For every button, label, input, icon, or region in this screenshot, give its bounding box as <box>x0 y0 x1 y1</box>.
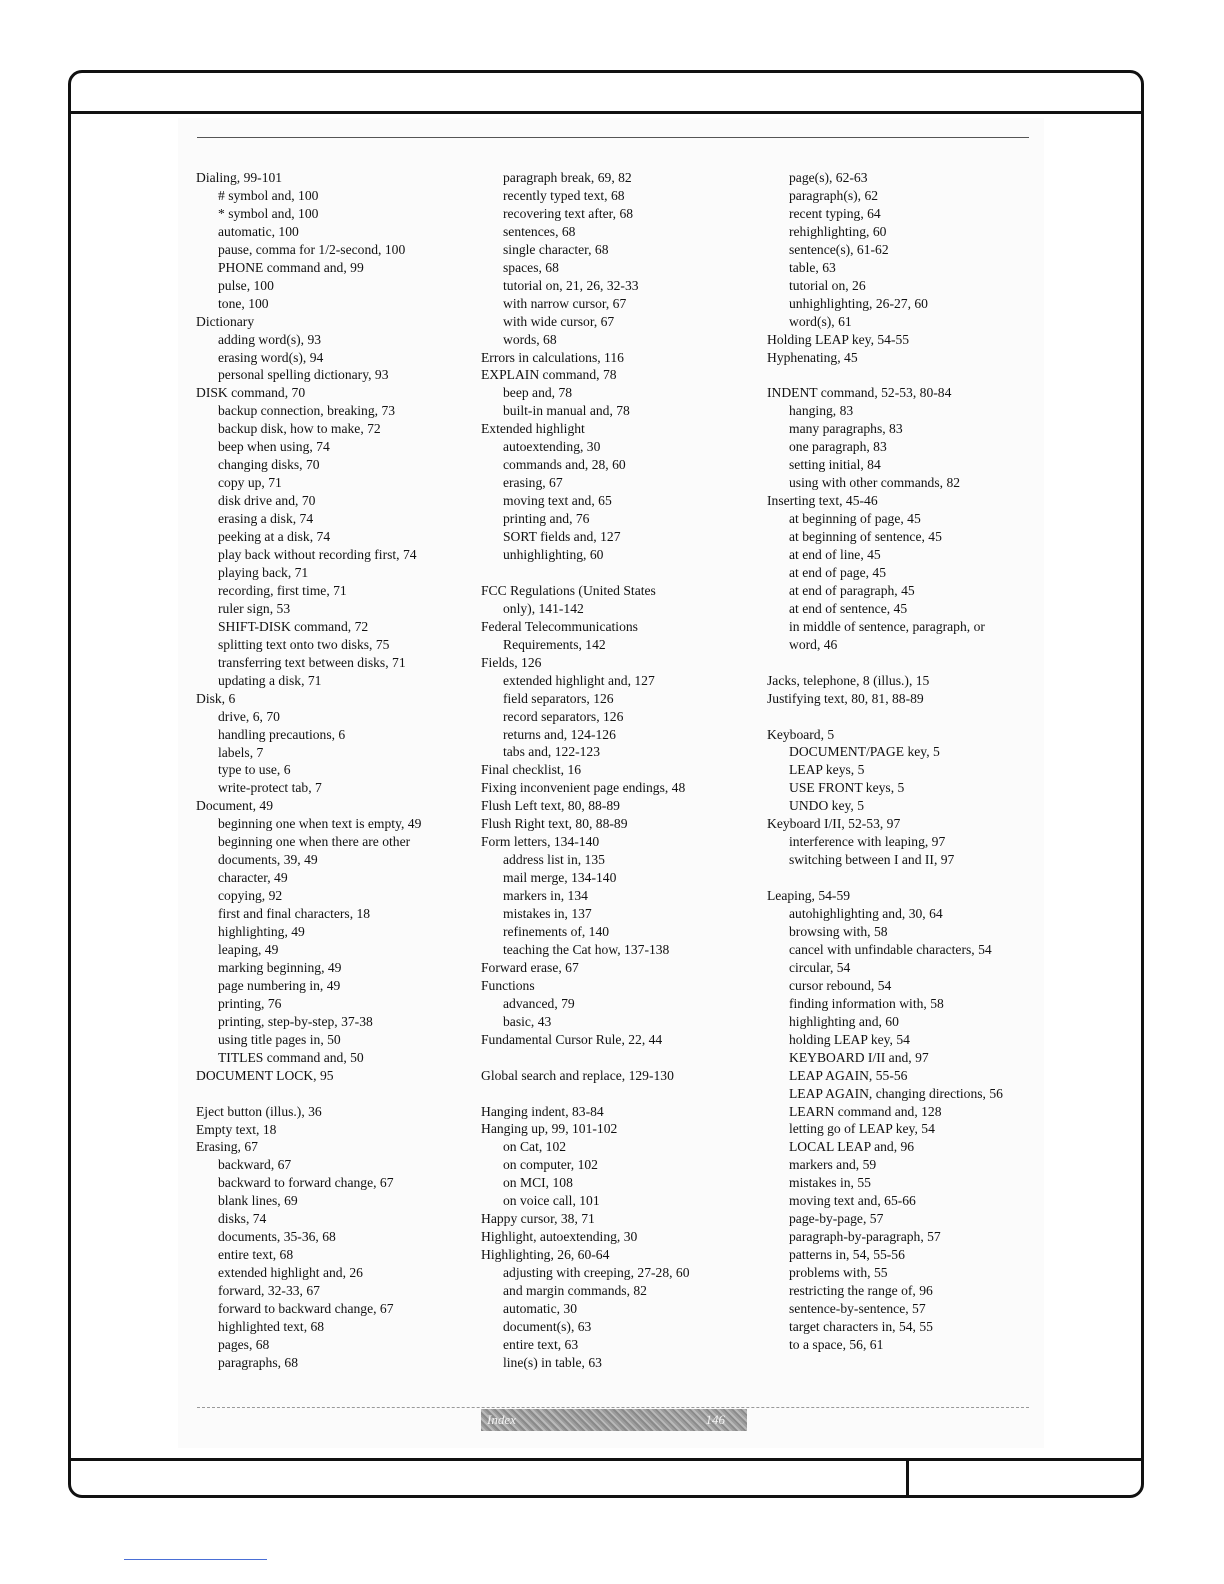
index-spacer <box>481 564 751 582</box>
index-subentry: forward to backward change, 67 <box>218 1301 394 1317</box>
footer-tab <box>481 1409 747 1431</box>
index-subentry: single character, 68 <box>503 241 609 257</box>
index-subentry: KEYBOARD I/II and, 97 <box>789 1049 929 1065</box>
index-subentry: disk drive and, 70 <box>218 493 316 509</box>
index-subentry: at end of paragraph, 45 <box>789 582 915 598</box>
index-spacer <box>767 654 1037 672</box>
index-subentry: tabs and, 122-123 <box>503 744 601 760</box>
index-subentry: finding information with, 58 <box>789 995 944 1011</box>
index-subentry: tutorial on, 26 <box>789 277 866 293</box>
index-subentry: backward to forward change, 67 <box>218 1175 394 1191</box>
index-subentry: updating a disk, 71 <box>218 672 322 688</box>
index-spacer <box>767 869 1037 887</box>
index-subentry: copying, 92 <box>218 888 283 904</box>
index-subentry: adding word(s), 93 <box>218 331 322 347</box>
index-entry: INDENT command, 52-53, 80-84 <box>767 385 952 401</box>
index-subentry: address list in, 135 <box>503 852 605 868</box>
index-subentry: transferring text between disks, 71 <box>218 654 406 670</box>
index-subentry: rehighlighting, 60 <box>789 223 887 239</box>
index-subentry: teaching the Cat how, 137-138 <box>503 941 670 957</box>
index-subentry: playing back, 71 <box>218 564 309 580</box>
index-subentry: page numbering in, 49 <box>218 977 341 993</box>
index-subentry: refinements of, 140 <box>503 924 610 940</box>
page-bottom-rule <box>197 1407 1029 1408</box>
index-subentry: letting go of LEAP key, 54 <box>789 1121 935 1137</box>
index-subentry: returns and, 124-126 <box>503 726 616 742</box>
index-subentry: drive, 6, 70 <box>218 708 280 724</box>
index-subentry: at end of page, 45 <box>789 564 887 580</box>
index-subentry: entire text, 63 <box>503 1336 579 1352</box>
index-subentry: problems with, 55 <box>789 1265 888 1281</box>
index-subentry: TITLES command and, 50 <box>218 1049 364 1065</box>
index-subentry: disks, 74 <box>218 1211 267 1227</box>
index-subentry: on voice call, 101 <box>503 1193 600 1209</box>
index-subentry: forward, 32-33, 67 <box>218 1283 320 1299</box>
index-subentry: # symbol and, 100 <box>218 187 319 203</box>
index-entry: Keyboard I/II, 52-53, 97 <box>767 816 901 832</box>
index-entry: Extended highlight <box>481 421 585 437</box>
index-subentry: spaces, 68 <box>503 259 559 275</box>
index-subentry: LEAP AGAIN, changing directions, 56 <box>789 1085 1003 1101</box>
index-entry: Final checklist, 16 <box>481 762 582 778</box>
index-subentry: automatic, 100 <box>218 223 299 239</box>
index-subentry: type to use, 6 <box>218 762 291 778</box>
index-entry: Happy cursor, 38, 71 <box>481 1211 595 1227</box>
index-subentry: pause, comma for 1/2-second, 100 <box>218 241 406 257</box>
index-subentry: SHIFT-DISK command, 72 <box>218 618 369 634</box>
index-subentry: highlighting and, 60 <box>789 1013 899 1029</box>
index-subentry: recovering text after, 68 <box>503 205 634 221</box>
index-subentry: printing, 76 <box>218 995 282 1011</box>
index-subentry: on computer, 102 <box>503 1157 598 1173</box>
index-entry: EXPLAIN command, 78 <box>481 367 617 383</box>
index-subentry: backup connection, breaking, 73 <box>218 403 396 419</box>
index-subentry: documents, 39, 49 <box>218 852 318 868</box>
index-subentry: marking beginning, 49 <box>218 959 342 975</box>
index-subentry: pages, 68 <box>218 1336 270 1352</box>
index-subentry: many paragraphs, 83 <box>789 421 903 437</box>
index-subentry: using title pages in, 50 <box>218 1031 341 1047</box>
index-subentry: cursor rebound, 54 <box>789 977 892 993</box>
index-subentry: markers and, 59 <box>789 1157 877 1173</box>
index-subentry: using with other commands, 82 <box>789 475 961 491</box>
index-spacer <box>196 1085 466 1103</box>
index-subentry: highlighted text, 68 <box>218 1318 325 1334</box>
index-subentry: SORT fields and, 127 <box>503 529 621 545</box>
index-entry: Fundamental Cursor Rule, 22, 44 <box>481 1031 663 1047</box>
index-subentry: adjusting with creeping, 27-28, 60 <box>503 1265 690 1281</box>
index-subentry: holding LEAP key, 54 <box>789 1031 910 1047</box>
index-subentry: peeking at a disk, 74 <box>218 529 331 545</box>
frame-header-rule <box>71 111 1141 114</box>
index-subentry: and margin commands, 82 <box>503 1283 647 1299</box>
index-subentry: autoextending, 30 <box>503 439 601 455</box>
index-subentry: mail merge, 134-140 <box>503 870 617 886</box>
index-subentry: * symbol and, 100 <box>218 205 319 221</box>
index-subentry: LEARN command and, 128 <box>789 1103 942 1119</box>
index-subentry: autohighlighting and, 30, 64 <box>789 906 943 922</box>
index-subentry: words, 68 <box>503 331 557 347</box>
footer-section-label: Index <box>487 1412 516 1427</box>
index-subentry: erasing, 67 <box>503 475 563 491</box>
index-subentry: hanging, 83 <box>789 403 854 419</box>
index-subentry: extended highlight and, 26 <box>218 1265 363 1281</box>
index-spacer <box>767 708 1037 726</box>
page-number: 146 <box>705 1412 725 1427</box>
index-column-1 <box>196 169 466 1372</box>
index-subentry: beep when using, 74 <box>218 439 330 455</box>
index-subentry: at end of sentence, 45 <box>789 600 908 616</box>
index-subentry: interference with leaping, 97 <box>789 834 946 850</box>
index-subentry: recently typed text, 68 <box>503 187 625 203</box>
index-subentry: target characters in, 54, 55 <box>789 1318 933 1334</box>
index-entry: Dictionary <box>196 313 255 329</box>
index-entry: Hanging indent, 83-84 <box>481 1103 604 1119</box>
index-subentry: character, 49 <box>218 870 288 886</box>
index-column-3 <box>767 169 1037 1354</box>
index-entry: Errors in calculations, 116 <box>481 349 624 365</box>
index-subentry: leaping, 49 <box>218 941 279 957</box>
index-subentry: extended highlight and, 127 <box>503 672 655 688</box>
index-subentry: beginning one when there are other <box>218 834 411 850</box>
frame-footer-rule <box>71 1458 1141 1461</box>
index-entry: Hyphenating, 45 <box>767 349 858 365</box>
index-subentry: ruler sign, 53 <box>218 600 291 616</box>
index-subentry: at end of line, 45 <box>789 547 881 562</box>
index-entry: Form letters, 134-140 <box>481 834 600 850</box>
index-entry: FCC Regulations (United States <box>481 582 656 598</box>
index-entry: Flush Right text, 80, 88-89 <box>481 816 628 832</box>
index-subentry: mistakes in, 137 <box>503 906 592 922</box>
index-entry: Jacks, telephone, 8 (illus.), 15 <box>767 672 930 688</box>
index-subentry: recent typing, 64 <box>789 205 881 221</box>
index-entry: Document, 49 <box>196 798 274 814</box>
index-entry: Flush Left text, 80, 88-89 <box>481 798 620 814</box>
index-subentry: patterns in, 54, 55-56 <box>789 1247 905 1263</box>
index-subentry: advanced, 79 <box>503 995 575 1011</box>
index-subentry: LEAP AGAIN, 55-56 <box>789 1067 908 1083</box>
index-entry: Justifying text, 80, 81, 88-89 <box>767 690 924 706</box>
index-subentry: page(s), 62-63 <box>789 170 868 185</box>
index-entry: Keyboard, 5 <box>767 726 835 742</box>
index-entry: Hanging up, 99, 101-102 <box>481 1121 618 1137</box>
index-subentry: line(s) in table, 63 <box>503 1354 602 1370</box>
index-subentry: sentences, 68 <box>503 223 576 239</box>
index-subentry: LEAP keys, 5 <box>789 762 865 778</box>
index-subentry: record separators, 126 <box>503 708 624 724</box>
index-subentry: paragraphs, 68 <box>218 1354 299 1370</box>
frame-footer-divider <box>906 1460 909 1498</box>
index-subentry: DOCUMENT/PAGE key, 5 <box>789 744 940 760</box>
index-entry: Global search and replace, 129-130 <box>481 1067 674 1083</box>
index-subentry: first and final characters, 18 <box>218 906 371 922</box>
index-entry: Highlighting, 26, 60-64 <box>481 1247 610 1263</box>
index-subentry: table, 63 <box>789 259 836 275</box>
index-subentry: paragraph(s), 62 <box>789 187 879 203</box>
index-subentry: mistakes in, 55 <box>789 1175 871 1191</box>
index-subentry: commands and, 28, 60 <box>503 457 626 473</box>
index-subentry: splitting text onto two disks, 75 <box>218 636 390 652</box>
index-subentry: at beginning of page, 45 <box>789 511 921 527</box>
index-subentry: highlighting, 49 <box>218 924 305 940</box>
index-subentry: unhighlighting, 60 <box>503 547 604 563</box>
index-subentry: PHONE command and, 99 <box>218 259 364 275</box>
index-subentry: labels, 7 <box>218 744 264 760</box>
index-column-2 <box>481 169 751 1372</box>
decorative-line <box>124 1559 267 1560</box>
index-subentry: printing, step-by-step, 37-38 <box>218 1013 373 1029</box>
index-entry: Dialing, 99-101 <box>196 170 283 185</box>
index-subentry: copy up, 71 <box>218 475 282 491</box>
index-entry: Highlight, autoextending, 30 <box>481 1229 638 1245</box>
index-subentry: browsing with, 58 <box>789 923 888 939</box>
index-spacer <box>481 1085 751 1103</box>
index-subentry: play back without recording first, 74 <box>218 547 417 563</box>
index-subentry: word, 46 <box>789 636 838 652</box>
index-entry: DISK command, 70 <box>196 385 306 401</box>
index-subentry: moving text and, 65-66 <box>789 1193 916 1209</box>
index-entry: Eject button (illus.), 36 <box>196 1103 322 1119</box>
index-subentry: printing and, 76 <box>503 511 590 527</box>
index-subentry: at beginning of sentence, 45 <box>789 529 942 545</box>
index-entry: Functions <box>481 977 535 993</box>
index-subentry: sentence(s), 61-62 <box>789 241 889 257</box>
index-spacer <box>767 366 1037 384</box>
index-subentry: pulse, 100 <box>218 277 274 293</box>
index-spacer <box>481 1049 751 1067</box>
index-subentry: entire text, 68 <box>218 1247 294 1263</box>
index-subentry: one paragraph, 83 <box>789 439 887 455</box>
index-subentry: field separators, 126 <box>503 690 614 706</box>
index-subentry: on Cat, 102 <box>503 1139 567 1155</box>
index-subentry: paragraph break, 69, 82 <box>503 170 632 185</box>
index-subentry: document(s), 63 <box>503 1318 592 1334</box>
index-entry: Forward erase, 67 <box>481 959 579 975</box>
index-subentry: restricting the range of, 96 <box>789 1283 933 1299</box>
index-entry: DOCUMENT LOCK, 95 <box>196 1067 334 1083</box>
index-subentry: with wide cursor, 67 <box>503 313 615 329</box>
index-subentry: tutorial on, 21, 26, 32-33 <box>503 277 639 293</box>
index-entry: Federal Telecommunications <box>481 618 638 634</box>
index-subentry: LOCAL LEAP and, 96 <box>789 1139 915 1155</box>
index-subentry: word(s), 61 <box>789 313 852 329</box>
index-subentry: switching between I and II, 97 <box>789 852 955 868</box>
index-subentry: personal spelling dictionary, 93 <box>218 367 389 383</box>
index-subentry: in middle of sentence, paragraph, or <box>789 618 985 634</box>
index-subentry: on MCI, 108 <box>503 1175 573 1191</box>
index-subentry: Requirements, 142 <box>503 636 606 652</box>
index-entry: Fields, 126 <box>481 654 542 670</box>
index-entry: Inserting text, 45-46 <box>767 493 878 509</box>
index-subentry: changing disks, 70 <box>218 457 320 473</box>
index-subentry: setting initial, 84 <box>789 457 881 473</box>
index-entry: Leaping, 54-59 <box>767 888 851 904</box>
index-subentry: backup disk, how to make, 72 <box>218 421 381 437</box>
index-subentry: with narrow cursor, 67 <box>503 295 627 311</box>
index-subentry: built-in manual and, 78 <box>503 403 630 419</box>
index-subentry: only), 141-142 <box>503 600 584 616</box>
index-subentry: to a space, 56, 61 <box>789 1336 884 1352</box>
index-subentry: erasing a disk, 74 <box>218 511 314 527</box>
index-subentry: circular, 54 <box>789 959 851 975</box>
page-top-rule <box>197 137 1029 138</box>
index-subentry: moving text and, 65 <box>503 493 612 509</box>
index-subentry: handling precautions, 6 <box>218 726 346 742</box>
index-entry: Disk, 6 <box>196 690 236 706</box>
index-subentry: documents, 35-36, 68 <box>218 1229 336 1245</box>
index-subentry: cancel with unfindable characters, 54 <box>789 941 992 957</box>
index-subentry: automatic, 30 <box>503 1301 577 1316</box>
index-subentry: backward, 67 <box>218 1157 292 1173</box>
index-subentry: beginning one when text is empty, 49 <box>218 816 422 832</box>
index-subentry: basic, 43 <box>503 1013 552 1029</box>
index-subentry: beep and, 78 <box>503 385 573 401</box>
index-entry: Holding LEAP key, 54-55 <box>767 331 910 347</box>
index-subentry: tone, 100 <box>218 295 269 311</box>
index-subentry: unhighlighting, 26-27, 60 <box>789 295 928 311</box>
index-subentry: erasing word(s), 94 <box>218 349 324 365</box>
index-subentry: write-protect tab, 7 <box>218 780 322 796</box>
index-entry: Erasing, 67 <box>196 1139 258 1155</box>
index-subentry: page-by-page, 57 <box>789 1211 884 1227</box>
index-subentry: markers in, 134 <box>503 888 588 904</box>
index-subentry: sentence-by-sentence, 57 <box>789 1300 926 1316</box>
index-subentry: USE FRONT keys, 5 <box>789 780 905 796</box>
index-entry: Empty text, 18 <box>196 1121 277 1137</box>
index-entry: Fixing inconvenient page endings, 48 <box>481 780 686 796</box>
index-subentry: paragraph-by-paragraph, 57 <box>789 1229 941 1245</box>
index-subentry: recording, first time, 71 <box>218 582 347 598</box>
index-subentry: UNDO key, 5 <box>789 798 865 814</box>
index-subentry: blank lines, 69 <box>218 1193 298 1209</box>
